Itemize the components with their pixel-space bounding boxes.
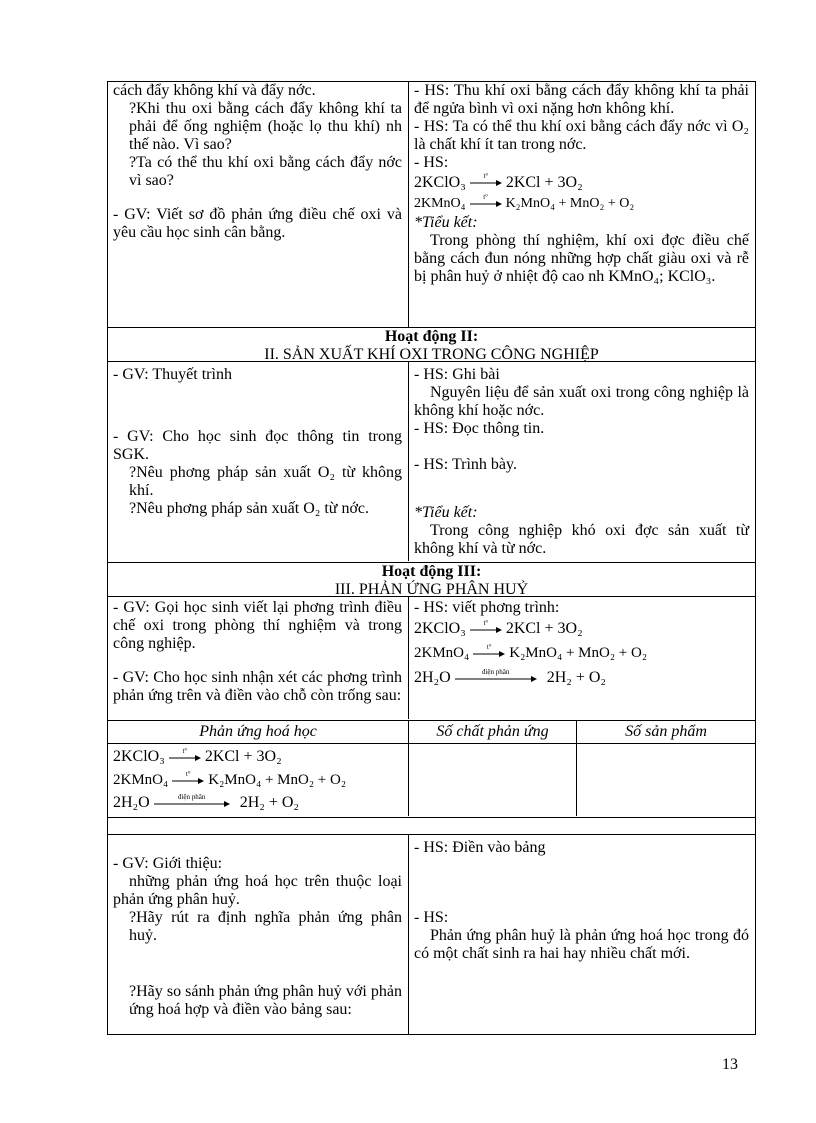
comparison-table (107, 721, 756, 818)
question-water: ?Ta có thể thu khí oxi bằng cách đẩy nớc vì sao? (129, 154, 402, 189)
reaction-arrow (169, 748, 201, 761)
student-text: - HS: Trình bày. (414, 456, 517, 473)
equation-reactant: 2KMnO₄ (414, 645, 470, 661)
equation-product: K₂MnO₄ + MnO₂ + O₂ (208, 772, 347, 788)
question-definition: ?Hãy rút ra định nghĩa phản ứng phân huỷ. (129, 909, 402, 944)
student-text: Nguyên liệu để sản xuất oxi trong công nghiệp là không khí hoặc nớc. (414, 384, 749, 419)
equation-reactant: 2KClO₃ (113, 748, 165, 765)
student-column (409, 362, 755, 561)
equation-reactant: 2KClO₃ (414, 620, 466, 637)
equation-product: 2H₂ + O₂ (239, 794, 299, 811)
section-title: II. SẢN XUẤT KHÍ OXI TRONG CÔNG NGHIỆP (264, 346, 599, 362)
equation-reactant: 2H₂O (414, 669, 451, 686)
reaction-arrow (470, 620, 502, 633)
arrow-icon (154, 801, 230, 807)
product-count-cell[interactable] (577, 744, 755, 816)
question-water: ?Nêu phơng pháp sản xuất O₂ từ nớc. (129, 500, 370, 517)
arrow-icon (172, 778, 204, 784)
student-answer: - HS: Ta có thể thu khí oxi bằng cách đẩy nớc vì O₂ là chất khí ít tan trong nớc. (414, 118, 749, 153)
conclusion-label: *Tiểu kết: (414, 504, 478, 521)
student-column (409, 835, 755, 1034)
teacher-instruction: - GV: Viết sơ đồ phản ứng điều chế oxi và yêu cầu học sinh cân bằng. (113, 206, 402, 241)
definition-answer: Phản ứng phân huỷ là phản ứng hoá học trong đó có một chất sinh ra hai hay nhiều chất mới. (414, 927, 749, 962)
reaction-arrow (455, 669, 537, 682)
equation-h2o (113, 792, 408, 814)
teacher-text: - GV: Cho học sinh nhận xét các phơng trình phản ứng trên và điền vào chỗ còn trống sau: (113, 669, 402, 704)
equation-product: 2KCl + 3O₂ (505, 620, 583, 637)
equation-reactant: 2KMnO₄ (414, 195, 466, 211)
equation-h2o (414, 665, 749, 691)
equation-reactant: 2H₂O (113, 794, 150, 811)
reaction-cell (108, 744, 409, 816)
reaction-arrow (473, 644, 505, 657)
reaction-arrow (154, 794, 230, 807)
equation-product: 2KCl + 3O₂ (505, 173, 583, 191)
reaction-condition: t° (483, 193, 488, 201)
reaction-condition: t° (185, 769, 191, 778)
section-title: III. PHẢN ỨNG PHÂN HUỶ (334, 581, 529, 597)
question-air: ?Nêu phơng pháp sản xuất O₂ từ không khí. (129, 464, 402, 499)
teacher-text: - GV: Thuyết trình (113, 366, 232, 383)
reaction-arrow (172, 771, 204, 784)
activity1-continuation-row (107, 81, 756, 328)
table-row (108, 744, 755, 816)
conclusion-text: Trong công nghiệp khó oxi đợc sản xuất từ không khí và từ nớc. (414, 522, 749, 557)
equation-reactant: 2KMnO₄ (113, 772, 169, 788)
activity3-row (107, 597, 756, 721)
equation-kclo3 (414, 172, 749, 193)
teacher-text: - GV: Cho học sinh đọc thông tin trong SGK. (113, 428, 402, 463)
arrow-icon (470, 180, 502, 186)
header-reactant-count: Số chất phản ứng (409, 721, 577, 743)
equation-kmno4 (414, 641, 749, 665)
student-text: - HS: viết phơng trình: (414, 599, 560, 616)
equation-kmno4 (113, 768, 408, 792)
reactant-count-cell[interactable] (409, 744, 578, 816)
equation-product: K₂MnO₄ + MnO₂ + O₂ (505, 195, 635, 211)
student-column (409, 597, 755, 719)
conclusion-label: *Tiểu kết: (414, 214, 478, 231)
student-text: - HS: Đọc thông tin. (414, 420, 545, 437)
arrow-icon (455, 676, 537, 682)
reaction-arrow (470, 194, 502, 207)
arrow-icon (169, 755, 201, 761)
student-answer: - HS: (414, 154, 449, 171)
arrow-icon (473, 651, 505, 657)
spacer-row (107, 818, 756, 835)
teacher-column (108, 597, 409, 719)
teacher-text: - GV: Giới thiệu: (113, 855, 223, 872)
header-reaction: Phản ứng hoá học (108, 721, 409, 743)
table-header (108, 721, 755, 744)
reaction-arrow (470, 173, 502, 186)
equation-kclo3 (414, 617, 749, 641)
page-number: 13 (722, 1056, 738, 1073)
reaction-condition: điện phân (481, 667, 510, 676)
teacher-column (108, 82, 409, 327)
conclusion-text: Trong phòng thí nghiệm, khí oxi đợc điều chế bằng cách đun nóng những hợp chất giàu oxi và rễ bị phân huỷ ở nhiệt độ cao nh KMnO₄; KClO₃. (414, 232, 749, 285)
question-compare: ?Hãy so sánh phản ứng phân huỷ với phản ứng hoá hợp và điền vào bảng sau: (129, 983, 402, 1018)
student-text: - HS: Ghi bài (414, 366, 500, 383)
reaction-condition: t° (486, 642, 492, 651)
arrow-icon (470, 201, 502, 207)
student-text: - HS: (414, 909, 449, 926)
equation-kclo3 (113, 746, 408, 768)
reaction-condition: t° (483, 172, 489, 180)
student-text: - HS: Điền vào bảng (414, 839, 546, 856)
teacher-column (108, 835, 409, 1034)
student-answer: - HS: Thu khí oxi bằng cách đẩy không khí ta phải để ngửa bình vì oxi nặng hơn không khí. (414, 82, 749, 117)
equation-product: 2H₂ + O₂ (546, 669, 606, 686)
activity2-heading (107, 328, 756, 362)
teacher-text: - GV: Gọi học sinh viết lại phơng trình điều chế oxi trong phòng thí nghiệm và trong công nghiệp. (113, 599, 402, 652)
equation-kmno4 (414, 193, 749, 214)
teacher-text: những phản ứng hoá học trên thuộc loại phản ứng phân huỷ. (113, 873, 402, 908)
question-orientation: ?Khi thu oxi bằng cách đẩy không khí ta phải để ống nghiệm (hoặc lọ thu khí) nh thế nào. Vì sao? (129, 100, 402, 153)
decomposition-definition-row (107, 834, 756, 1035)
equation-product: K₂MnO₄ + MnO₂ + O₂ (509, 645, 648, 661)
activity-title: Hoạt động II: (384, 328, 479, 345)
teacher-column (108, 362, 409, 561)
reaction-condition: t° (182, 746, 188, 755)
student-column (409, 82, 755, 327)
reaction-condition: điện phân (177, 792, 206, 801)
reaction-condition: t° (483, 618, 489, 627)
activity2-row (107, 362, 756, 563)
header-product-count: Số sản phẩm (625, 723, 707, 740)
equation-reactant: 2KClO₃ (414, 173, 466, 191)
activity3-heading (107, 563, 756, 597)
arrow-icon (470, 627, 502, 633)
equation-product: 2KCl + 3O₂ (204, 748, 282, 765)
activity-title: Hoạt động III: (381, 563, 482, 580)
text-line: cách đẩy không khí và đẩy nớc. (113, 82, 316, 99)
